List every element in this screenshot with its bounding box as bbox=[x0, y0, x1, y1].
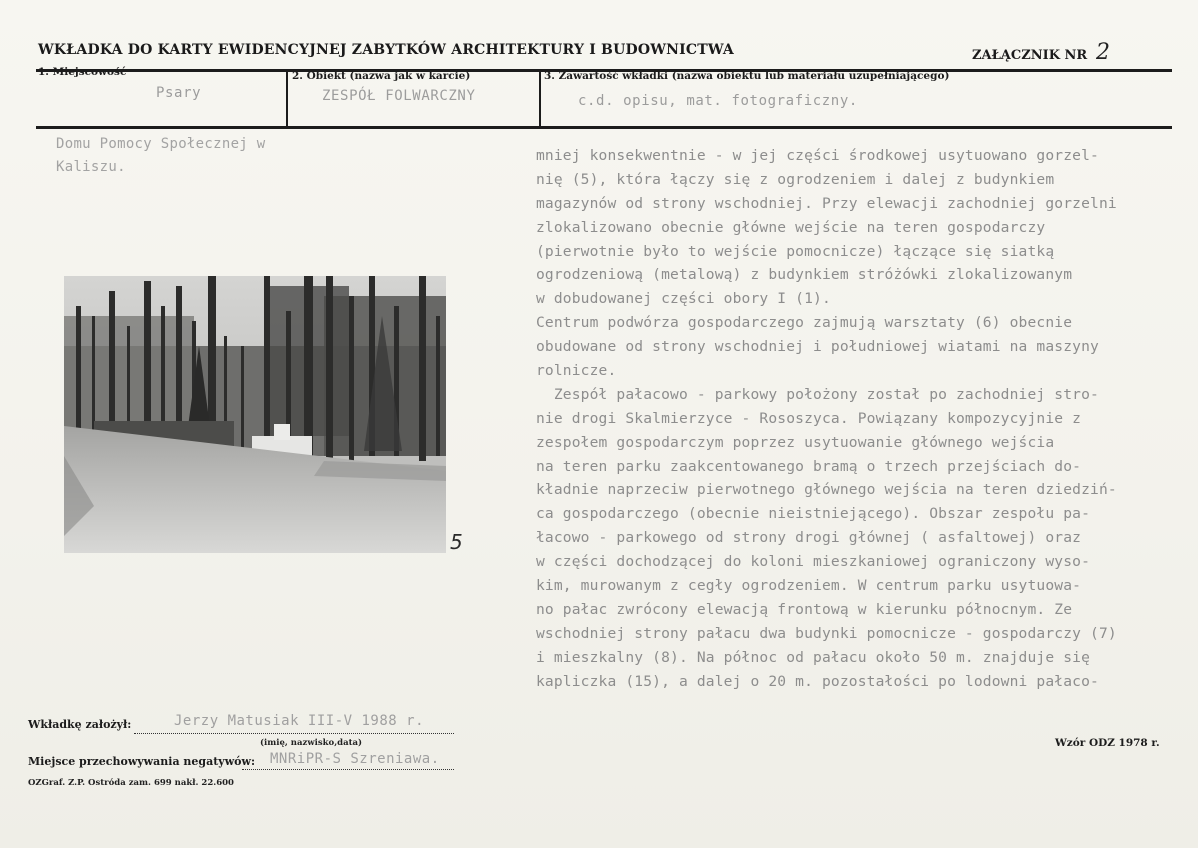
content-label: 3. Zawartość wkładki (nazwa obiektu lub materiału uzupełniającego) bbox=[544, 70, 950, 82]
description-line: na teren parku zaakcentowanego bramą o trzech przejściach do- bbox=[536, 457, 1082, 475]
description-text bbox=[536, 144, 1186, 693]
description-line: obudowane od strony wschodniej i południowej wiatami na maszyny bbox=[536, 338, 1099, 356]
locality-label: 1. Miejscowość bbox=[38, 66, 127, 78]
description-line: zespołem gospodarczym poprzez usytuowanie głównego wejścia bbox=[536, 433, 1055, 451]
storage-value: MNRiPR-S Szreniawa. bbox=[270, 751, 440, 767]
description-line: kapliczka (15), a dalej o 20 m. pozostałości po lodowni pałaco- bbox=[536, 672, 1099, 690]
description-line: kim, murowanym z cegły ogrodzeniem. W centrum parku usytuowa- bbox=[536, 577, 1082, 595]
description-line: zlokalizowano obecnie główne wejście na teren gospodarczy bbox=[536, 218, 1046, 236]
description-line: Zespół pałacowo - parkowy położony został po zachodniej stro- bbox=[536, 385, 1099, 403]
storage-dotted-line bbox=[242, 769, 454, 770]
form-code: Wzór ODZ 1978 r. bbox=[1055, 737, 1160, 749]
description-line: nie drogi Skalmierzyce - Rososzyca. Powiązany kompozycyjnie z bbox=[536, 409, 1082, 427]
description-line: Centrum podwórza gospodarczego zajmują warsztaty (6) obecnie bbox=[536, 314, 1073, 332]
description-line: kładnie naprzeciw pierwotnego głównego wejścia na teren dziedziń- bbox=[536, 481, 1117, 499]
column-divider-2 bbox=[539, 70, 541, 128]
form-title: WKŁADKA DO KARTY EWIDENCYJNEJ ZABYTKÓW ARCHITEKTURY I BUDOWNICTWA bbox=[38, 42, 734, 58]
description-line: mniej konsekwentnie - w jej części środkowej usytuowano gorzel- bbox=[536, 147, 1099, 164]
description-line: wschodniej strony pałacu dwa budynki pomocnicze - gospodarczy (7) bbox=[536, 624, 1117, 642]
object-value: ZESPÓŁ FOLWARCZNY bbox=[322, 88, 476, 104]
description-line: nię (5), która łączy się z ogrodzeniem i dalej z budynkiem bbox=[536, 170, 1055, 188]
left-note-line-2: Kaliszu. bbox=[56, 159, 126, 175]
description-line: no pałac zwrócony elewacją frontową w kierunku północnym. Ze bbox=[536, 600, 1073, 618]
founder-hint: (imię, nazwisko,data) bbox=[260, 738, 363, 748]
description-line: w dobudowanej części obory I (1). bbox=[536, 290, 831, 308]
description-line: i mieszkalny (8). Na północ od pałacu około 50 m. znajduje się bbox=[536, 648, 1091, 666]
storage-label: Miejsce przechowywania negatywów: bbox=[28, 755, 256, 768]
founder-label: Wkładkę założył: bbox=[28, 718, 132, 731]
photo-number: 5 bbox=[450, 530, 463, 554]
attachment-number: 2 bbox=[1096, 40, 1110, 65]
header-bottom-rule bbox=[36, 126, 1172, 129]
park-photo-image bbox=[64, 276, 446, 553]
description-line: (pierwotnie było to wejście pomocnicze) łączące się siatką bbox=[536, 242, 1055, 260]
founder-value: Jerzy Matusiak III-V 1988 r. bbox=[174, 713, 425, 729]
description-line: w części dochodzącej do koloni mieszkaniowej ograniczony wyso- bbox=[536, 553, 1091, 571]
description-line: łacowo - parkowego od strony drogi głównej ( asfaltowej) oraz bbox=[536, 529, 1082, 547]
print-info: OZGraf. Z.P. Ostróda zam. 699 nakł. 22.600 bbox=[28, 778, 234, 788]
column-divider-1 bbox=[286, 70, 288, 128]
description-line: rolnicze. bbox=[536, 362, 617, 380]
description-line: ca gospodarczego (obecnie nieistniejącego). Obszar zespołu pa- bbox=[536, 505, 1091, 523]
content-value: c.d. opisu, mat. fotograficzny. bbox=[578, 93, 858, 109]
locality-value: Psary bbox=[156, 85, 202, 101]
description-line: ogrodzeniową (metalową) z budynkiem stróżówki zlokalizowanym bbox=[536, 266, 1073, 284]
left-note-line-1: Domu Pomocy Społecznej w bbox=[56, 136, 266, 152]
park-lane-photo bbox=[64, 276, 446, 553]
object-label: 2. Obiekt (nazwa jak w karcie) bbox=[292, 70, 471, 82]
founder-dotted-line bbox=[134, 733, 454, 734]
attachment-label: ZAŁĄCZNIK NR bbox=[972, 48, 1088, 63]
description-line: magazynów od strony wschodniej. Przy elewacji zachodniej gorzelni bbox=[536, 194, 1117, 212]
